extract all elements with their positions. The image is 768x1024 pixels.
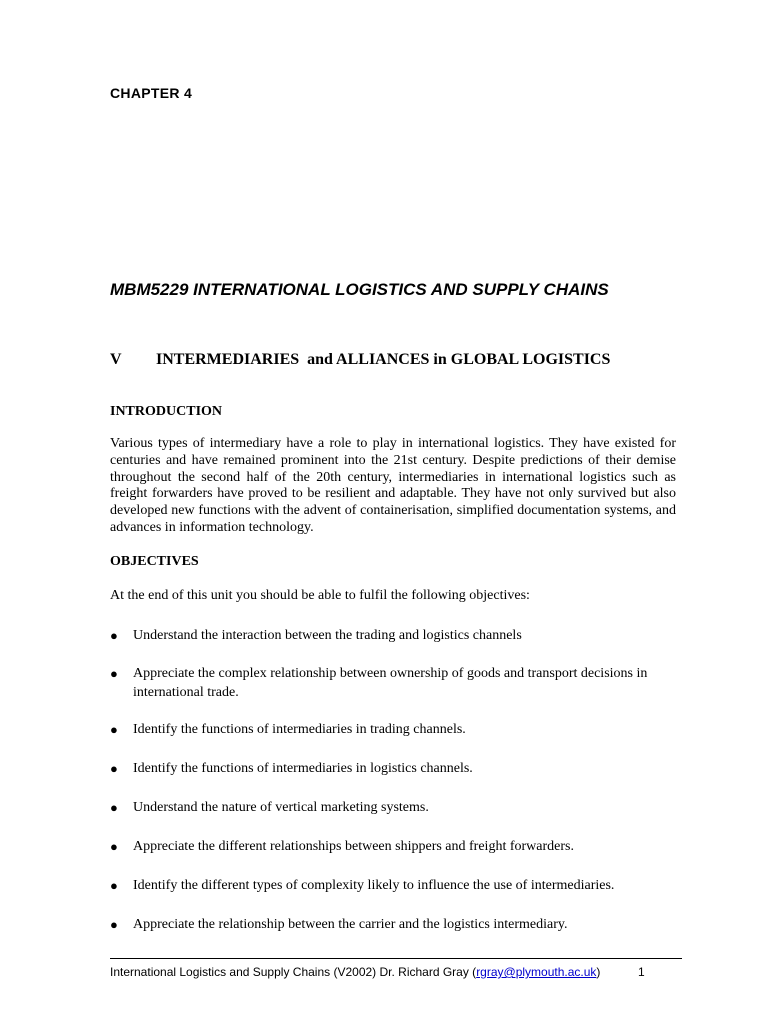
- objective-text: Identify the different types of complexity likely to influence the use of intermediaries.: [133, 878, 615, 893]
- section-title-part2: and ALLIANCES in GLOBAL LOGISTICS: [307, 351, 611, 368]
- objective-text: Appreciate the different relationships between shippers and freight forwarders.: [133, 839, 574, 854]
- bullet-icon: ●: [110, 800, 118, 815]
- footer-citation-end: ): [596, 965, 601, 979]
- introduction-heading: INTRODUCTION: [110, 404, 223, 419]
- objective-text: Appreciate the complex relationship between ownership of goods and transport decisions in international trade.: [133, 666, 648, 700]
- objective-item: [110, 759, 678, 778]
- bullet-icon: ●: [110, 666, 118, 681]
- objective-text: Identify the functions of intermediaries in logistics channels.: [133, 761, 473, 776]
- bullet-icon: ●: [110, 878, 118, 893]
- bullet-icon: ●: [110, 761, 118, 776]
- section-title-part1: INTERMEDIARIES: [156, 351, 300, 368]
- objective-item: [110, 915, 678, 934]
- chapter-label: CHAPTER 4: [110, 85, 193, 101]
- bullet-icon: ●: [110, 839, 118, 854]
- objective-text: Understand the interaction between the trading and logistics channels: [133, 628, 522, 643]
- section-number: V: [110, 351, 122, 368]
- objective-item: [110, 798, 678, 817]
- footer-email-link[interactable]: rgray@plymouth.ac.uk: [476, 965, 597, 979]
- objective-item: [110, 664, 678, 702]
- objective-text: Appreciate the relationship between the carrier and the logistics intermediary.: [133, 917, 568, 932]
- objectives-lead: At the end of this unit you should be able to fulfil the following objectives:: [110, 588, 530, 603]
- course-title: MBM5229 INTERNATIONAL LOGISTICS AND SUPPLY CHAINS: [110, 280, 609, 299]
- objectives-heading: OBJECTIVES: [110, 554, 199, 569]
- objective-item: [110, 876, 678, 895]
- page-number: 1: [638, 965, 645, 979]
- footer-citation: International Logistics and Supply Chains (V2002) Dr. Richard Gray (: [110, 965, 477, 979]
- objective-text: Identify the functions of intermediaries in trading channels.: [133, 722, 466, 737]
- objective-item: [110, 720, 678, 739]
- footer-divider: [110, 958, 682, 959]
- objective-item: [110, 626, 678, 645]
- objective-item: [110, 837, 678, 856]
- bullet-icon: ●: [110, 722, 118, 737]
- bullet-icon: ●: [110, 628, 118, 643]
- objective-text: Understand the nature of vertical marketing systems.: [133, 800, 429, 815]
- section-heading: [110, 351, 610, 369]
- footer-text: [110, 965, 600, 979]
- introduction-paragraph: Various types of intermediary have a role to play in international logistics. They have existed for centuries and have remained prominent into the 21st century. Despite predictions of their demise throughout the second half of the 20th century, intermediaries in international logistics such as freight forwarders have proved to be resilient and adaptable. They have not only survived but also developed new functions with the advent of containerisation, simplified documentation systems, and advances in information technology.: [110, 436, 676, 535]
- bullet-icon: ●: [110, 917, 118, 932]
